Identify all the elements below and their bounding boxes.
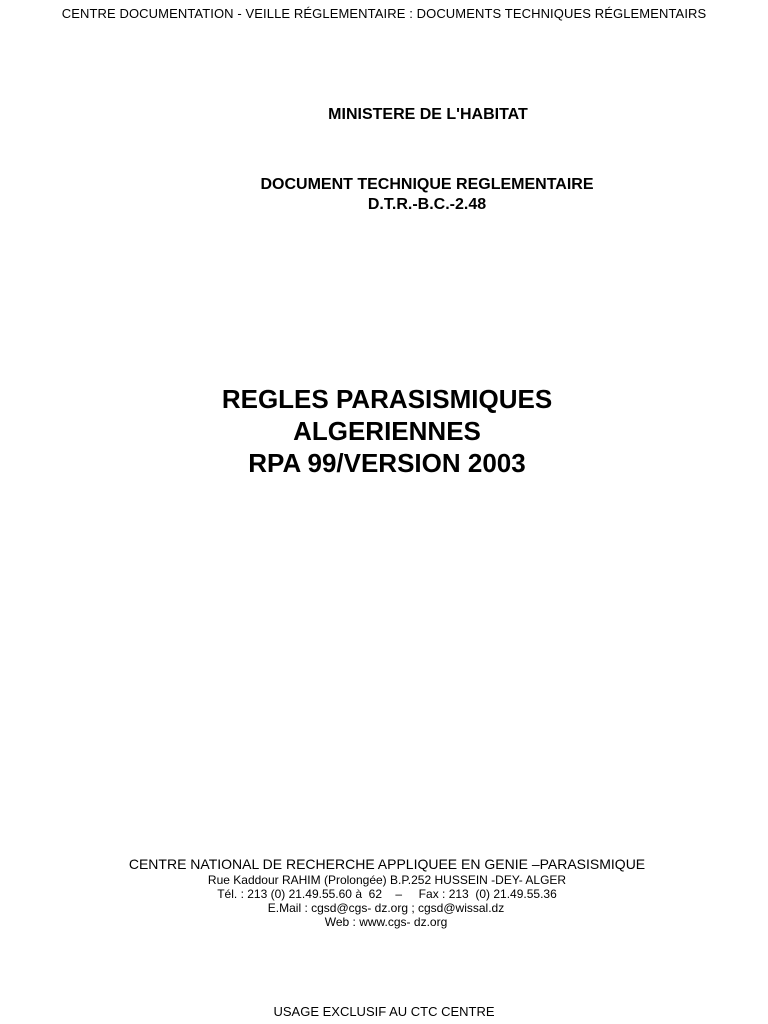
- title-line-1: REGLES PARASISMIQUES: [221, 384, 553, 414]
- usage-notice: USAGE EXCLUSIF AU CTC CENTRE: [273, 1004, 495, 1019]
- ministry-name: MINISTERE DE L'HABITAT: [328, 106, 528, 123]
- publisher-email: E.Mail : cgsd@cgs- dz.org ; cgsd@wissal.dz: [267, 901, 505, 915]
- title-line-2: ALGERIENNES: [293, 416, 481, 446]
- document-type: DOCUMENT TECHNIQUE REGLEMENTAIRE: [260, 176, 594, 193]
- publisher-address: Rue Kaddour RAHIM (Prolongée) B.P.252 HUSSEIN -DEY- ALGER: [207, 873, 567, 887]
- publisher-phone-fax: Tél. : 213 (0) 21.49.55.60 à 62 – Fax : 213 (0) 21.49.55.36: [217, 887, 557, 901]
- title-line-3: RPA 99/VERSION 2003: [248, 448, 526, 478]
- document-title: [222, 383, 552, 479]
- publisher-name: CENTRE NATIONAL DE RECHERCHE APPLIQUEE EN GENIE –PARASISMIQUE: [128, 856, 646, 872]
- document-code: D.T.R.-B.C.-2.48: [367, 196, 487, 213]
- publisher-website: Web : www.cgs- dz.org: [324, 915, 448, 929]
- header-banner: CENTRE DOCUMENTATION - VEILLE RÉGLEMENTAIRE : DOCUMENTS TECHNIQUES RÉGLEMENTAIRS: [61, 6, 707, 21]
